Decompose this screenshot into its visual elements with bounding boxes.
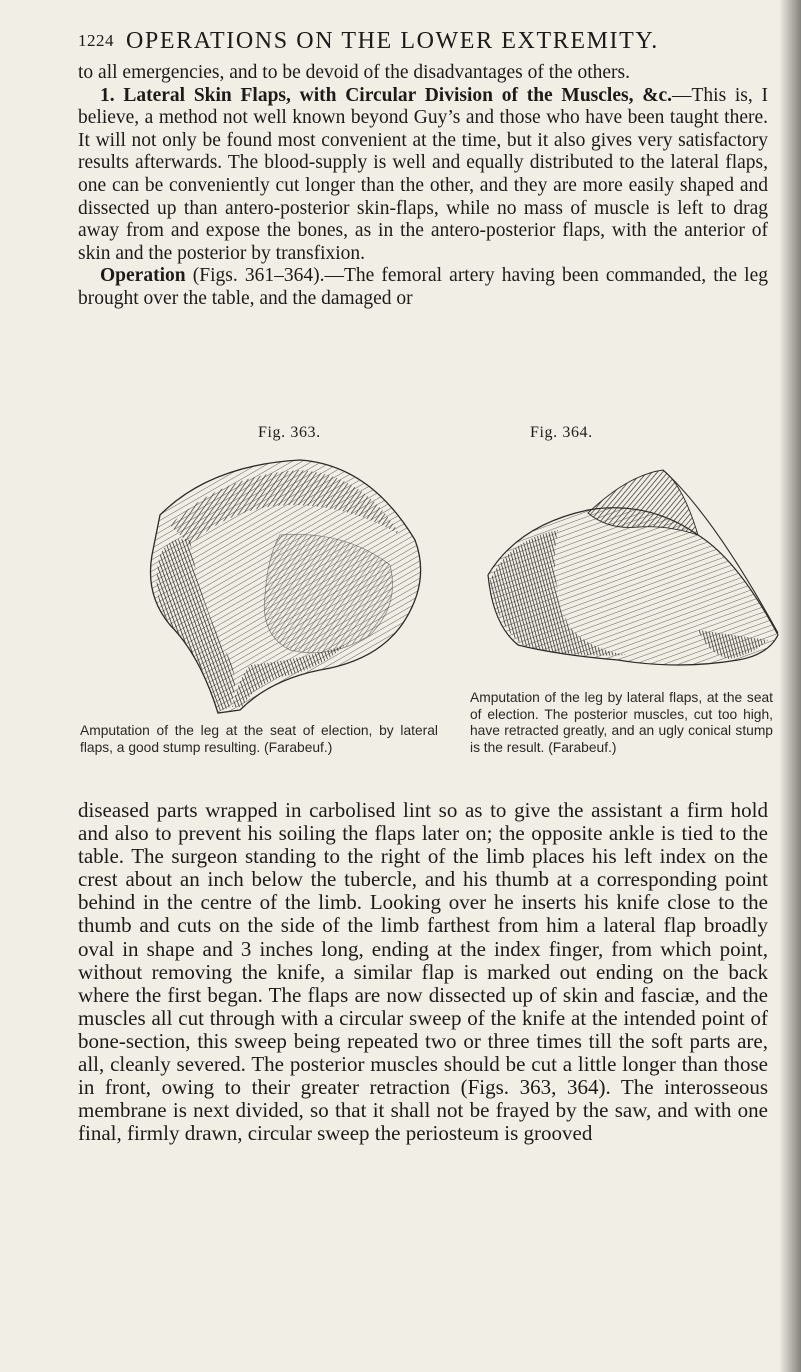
- figure-364-title: Fig. 364.: [530, 424, 593, 441]
- lateral-flaps-paragraph: [78, 85, 768, 266]
- bottom-text-block: [78, 799, 768, 1145]
- operation-body: (Figs. 361–364).—The femoral artery having been commanded, the leg brought over the table, and the damaged or: [78, 265, 768, 309]
- operation-paragraph: [78, 265, 768, 310]
- page-header: [78, 28, 768, 55]
- page-edge-shadow: [779, 0, 801, 1372]
- top-text-block: [78, 62, 768, 311]
- figure-363-caption: Amputation of the leg at the seat of election, by lateral flaps, a good stump resulting. (Farabeuf.): [80, 723, 438, 755]
- figure-363-title: Fig. 363.: [258, 424, 321, 441]
- page-number: 1224: [78, 31, 114, 50]
- lateral-flaps-heading: 1. Lateral Skin Flaps, with Circular Division of the Muscles, &c.: [100, 84, 672, 106]
- procedure-paragraph: diseased parts wrapped in carbolised lint so as to give the assistant a firm hold and also to prevent his soiling the flaps later on; the opposite ankle is tied to the table. The surgeon standing to the right of the limb places his left index on the crest about an inch below the tubercle, and his thumb at a corresponding point behind in the centre of the limb. Looking over he inserts his knife close to the thumb and cuts on the side of the limb farthest from him a lateral flap broadly oval in shape and 3 inches long, ending at the index finger, from which point, without removing the knife, a similar flap is marked out ending on the back where the first began. The flaps are now dissected up of skin and fasciæ, and the muscles all cut through with a circular sweep of the knife at the intended point of bone-section, this sweep being repeated two or three times till the soft parts are, all, cleanly severed. The posterior muscles should be cut a little longer than those in front, owing to their greater retraction (Figs. 363, 364). The interosseous membrane is next divided, so that it shall not be frayed by the saw, and with one final, firmly drawn, circular sweep the periosteum is grooved: [78, 798, 768, 1146]
- figure-364-caption: Amputation of the leg by lateral flaps, at the seat of election. The posterior muscles, cut too high, have retracted greatly, and an ugly conical stump is the result. (Farabeuf.): [470, 690, 773, 755]
- continuation-paragraph: to all emergencies, and to be devoid of the disadvantages of the others.: [78, 62, 630, 83]
- leg-stump-good-illustration: [130, 445, 430, 715]
- running-title: OPERATIONS ON THE LOWER EXTREMITY.: [126, 28, 659, 54]
- leg-stump-conical-illustration: [478, 455, 788, 680]
- lateral-flaps-body: —This is, I believe, a method not well known beyond Guy’s and those who have been taught there. It will not only be found most convenient at the time, but it also gives very satisfactory results afterwards. The blood-supply is well and equally distributed to the lateral flaps, one can be conveniently cut longer than the other, and they are more easily shaped and dissected up than antero-posterior skin-flaps, while no mass of muscle is left to drag away from and expose the bones, as in the antero-posterior flaps, with the anterior of skin and the posterior by transfixion.: [78, 84, 768, 264]
- operation-heading: Operation: [100, 265, 186, 287]
